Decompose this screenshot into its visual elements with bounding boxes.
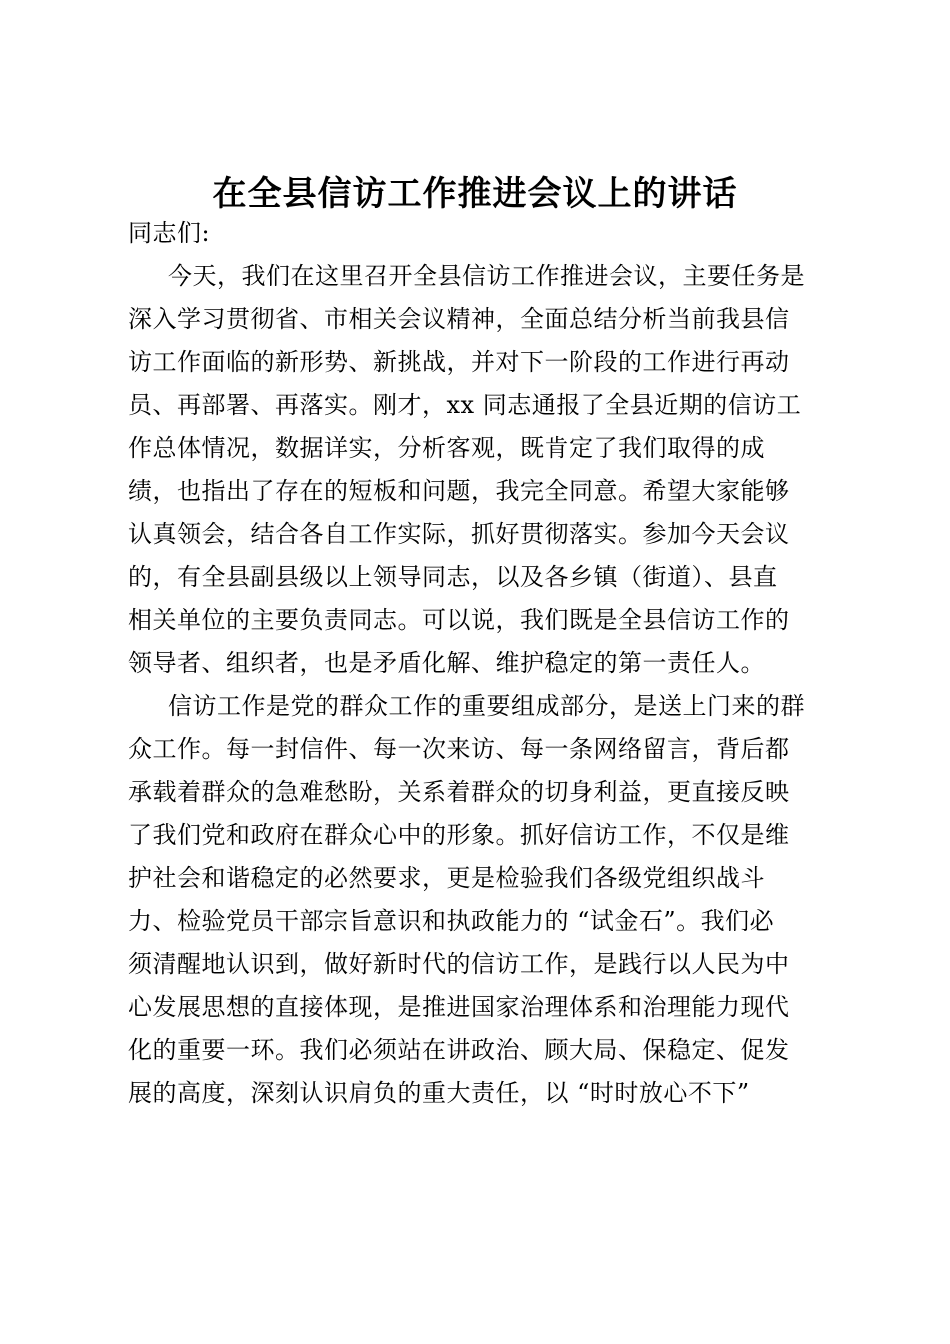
text-line: 了我们党和政府在群众心中的形象。抓好信访工作，不仅是维	[128, 821, 790, 849]
text-line: 相关单位的主要负责同志。可以说，我们既是全县信访工作的	[128, 606, 790, 634]
text-line: 认真领会，结合各自工作实际，抓好贯彻落实。参加今天会议	[128, 520, 790, 548]
text-line: 作总体情况，数据详实，分析客观，既肯定了我们取得的成	[128, 434, 765, 462]
text-line: 承载着群众的急难愁盼，关系着群众的切身利益，更直接反映	[128, 778, 790, 806]
text-line: 的，有全县副县级以上领导同志，以及各乡镇（街道）、县直	[128, 563, 778, 591]
text-line: 须清醒地认识到，做好新时代的信访工作，是践行以人民为中	[128, 950, 790, 978]
text-line: 化的重要一环。我们必须站在讲政治、顾大局、保稳定、促发	[128, 1036, 790, 1064]
document-title: 在全县信访工作推进会议上的讲话	[212, 174, 738, 214]
text-line: 展的高度，深刻认识肩负的重大责任，以 “时时放心不下”	[128, 1079, 750, 1107]
text-line: 众工作。每一封信件、每一次来访、每一条网络留言，背后都	[128, 735, 790, 763]
document-body	[128, 212, 828, 1115]
text-line: 信访工作是党的群众工作的重要组成部分，是送上门来的群	[168, 692, 805, 720]
paragraph-lines	[128, 255, 828, 1115]
text-line: 护社会和谐稳定的必然要求，更是检验我们各级党组织战斗	[128, 864, 765, 892]
text-line: 绩，也指出了存在的短板和问题，我完全同意。希望大家能够	[128, 477, 790, 505]
text-line: 力、检验党员干部宗旨意识和执政能力的 “试金石”。我们必	[128, 907, 775, 935]
text-line: 深入学习贯彻省、市相关会议精神，全面总结分析当前我县信	[128, 305, 790, 333]
salutation: 同志们:	[128, 219, 211, 247]
text-line: 领导者、组织者，也是矛盾化解、维护稳定的第一责任人。	[128, 649, 765, 677]
text-line: 员、再部署、再落实。刚才，xx 同志通报了全县近期的信访工	[128, 391, 802, 419]
text-line: 心发展思想的直接体现，是推进国家治理体系和治理能力现代	[128, 993, 790, 1021]
text-line: 访工作面临的新形势、新挑战，并对下一阶段的工作进行再动	[128, 348, 790, 376]
text-line: 今天，我们在这里召开全县信访工作推进会议，主要任务是	[168, 262, 805, 290]
